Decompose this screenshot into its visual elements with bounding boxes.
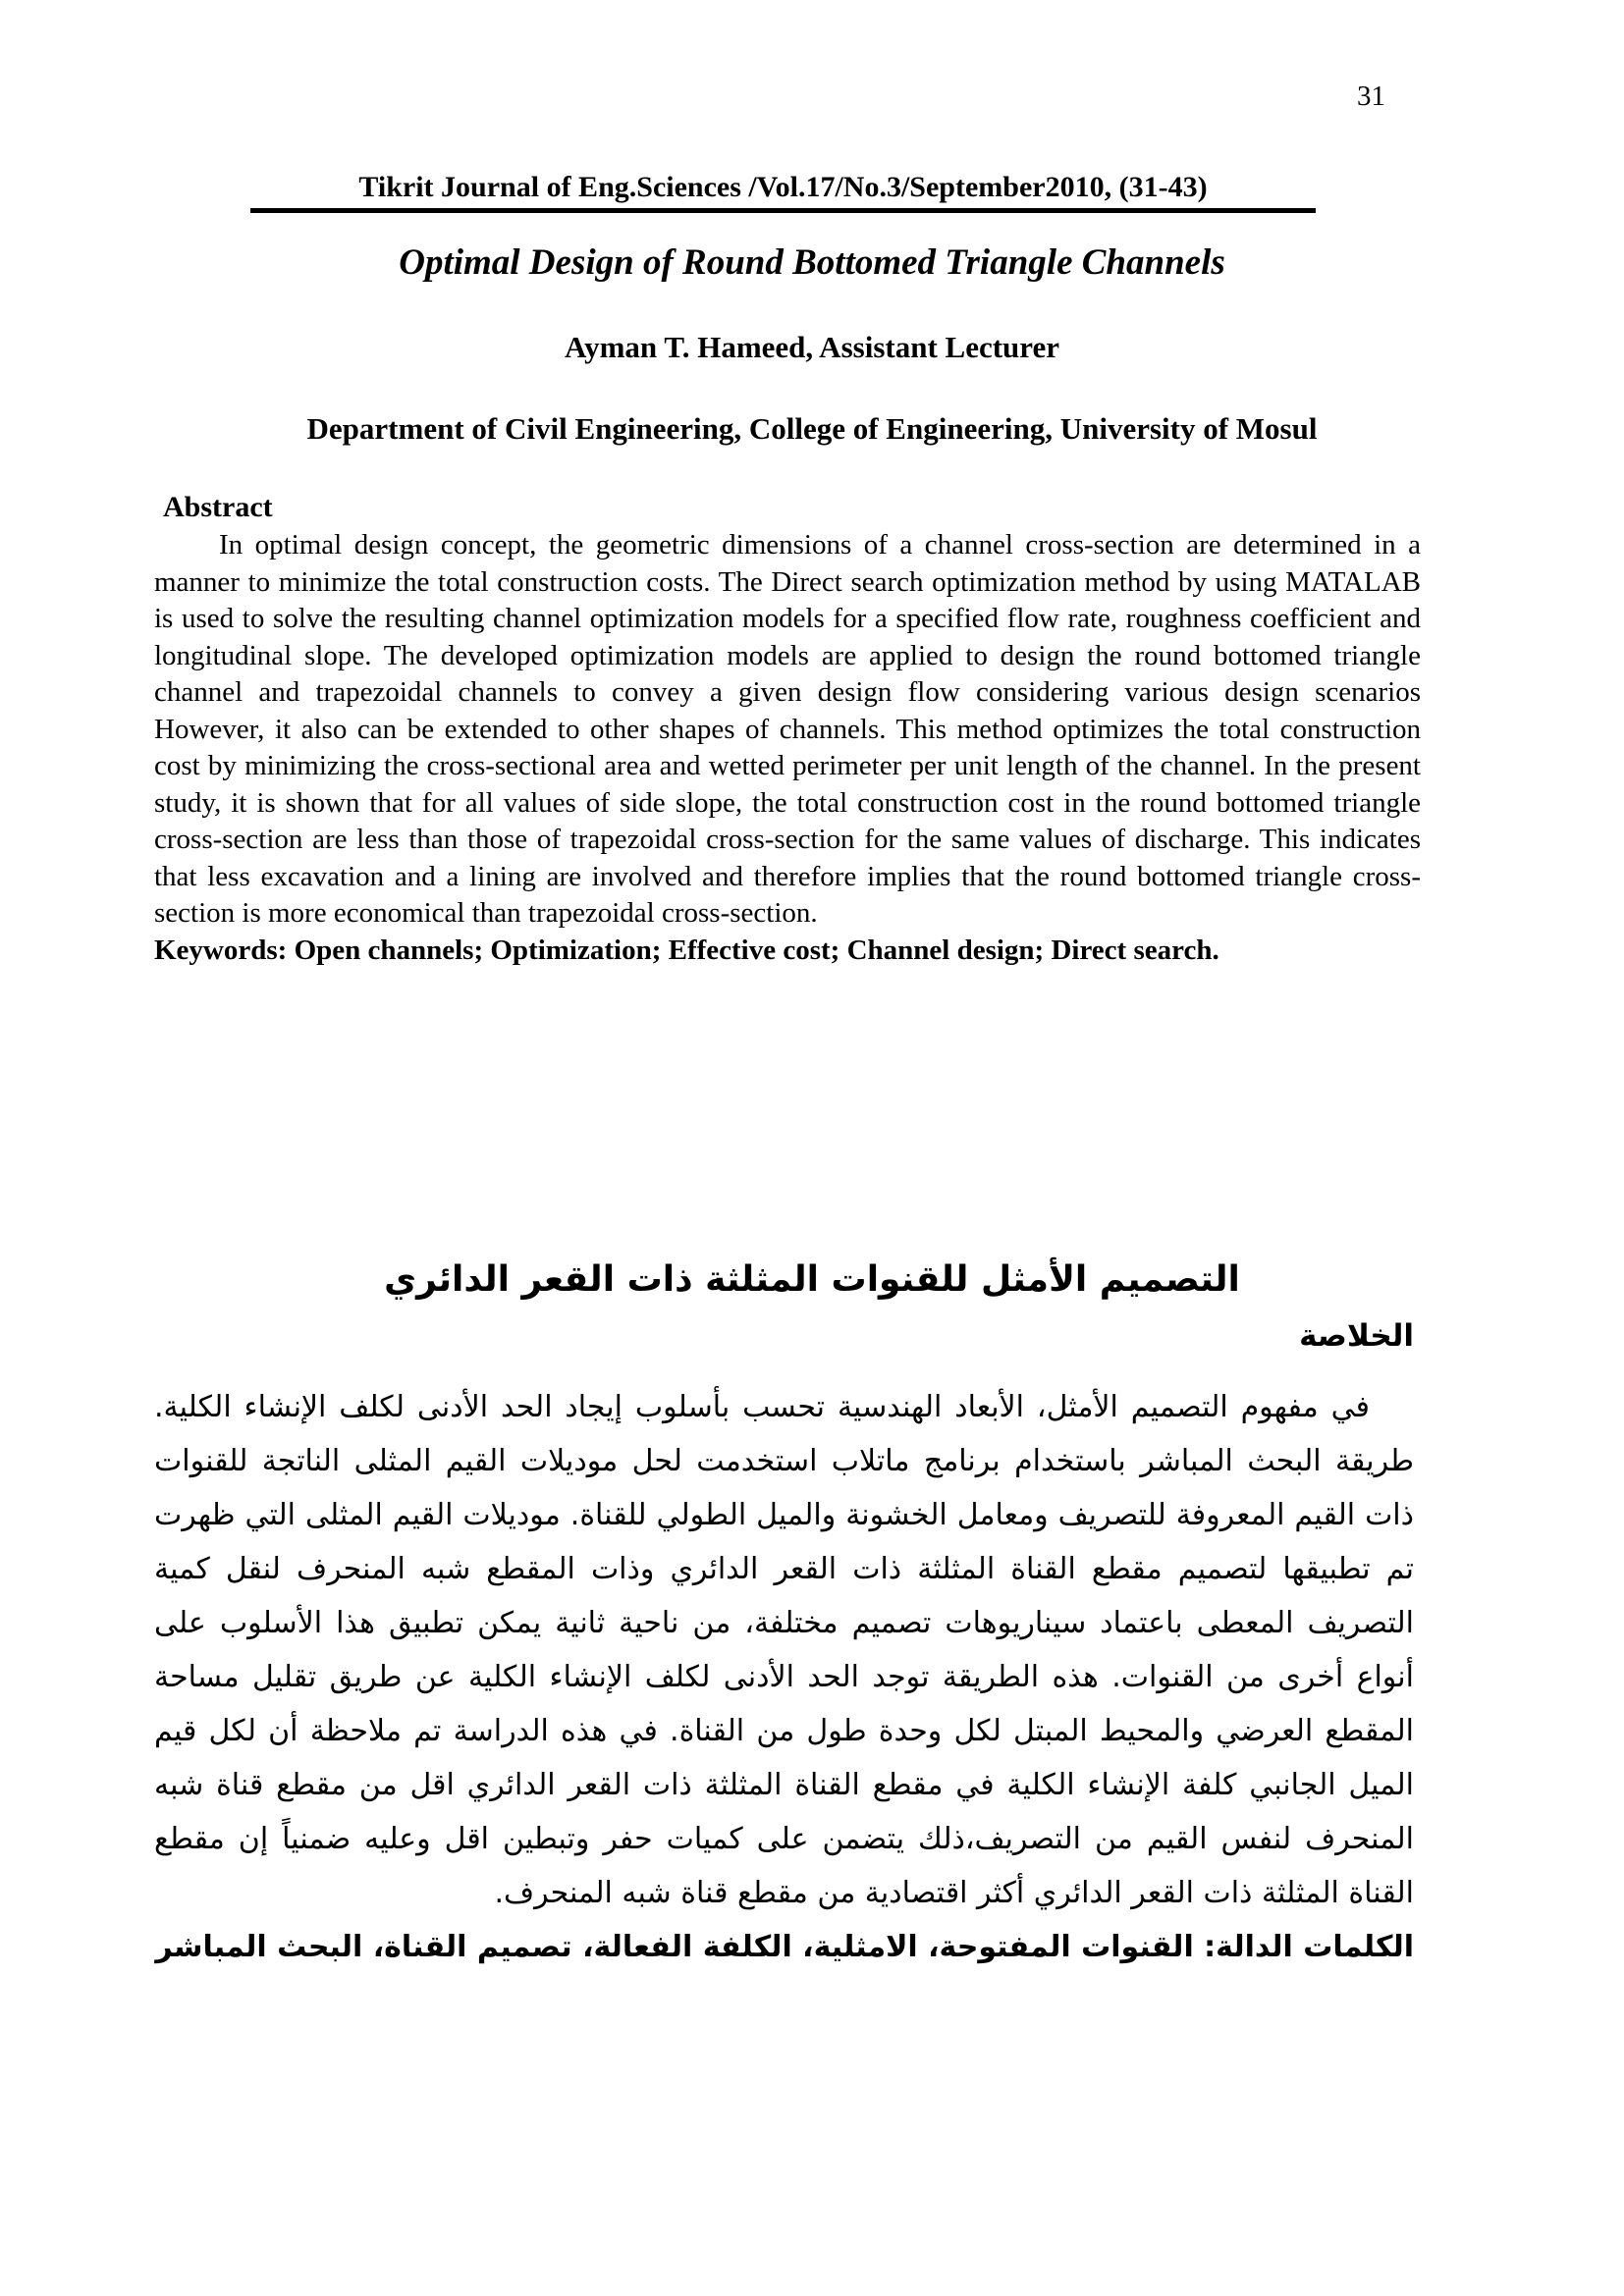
article-affiliation: Department of Civil Engineering, College of Engineering, University of Mosul bbox=[306, 411, 1318, 446]
abstract-section bbox=[154, 527, 1421, 969]
keywords-line: Keywords: Open channels; Optimization; Effective cost; Channel design; Direct search. bbox=[154, 934, 1219, 966]
abstract-body: In optimal design concept, the geometric dimensions of a channel cross-section are determined in a manner to minimize the total construction costs. The Direct search optimization method by using MATALAB is used to solve the resulting channel optimization models for a specified flow rate, roughness coefficient and longitudinal slope. The developed optimization models are applied to design the round bottomed triangle channel and trapezoidal channels to convey a given design flow considering various design scenarios However, it also can be extended to other shapes of channels. This method optimizes the total construction cost by minimizing the cross-sectional area and wetted perimeter per unit length of the channel. In the present study, it is shown that for all values of side slope, the total construction cost in the round bottomed triangle cross-section are less than those of trapezoidal cross-section for the same values of discharge. This indicates that less excavation and a lining are involved and therefore implies that the round bottomed triangle cross-section is more economical than trapezoidal cross-section. bbox=[154, 529, 1421, 929]
page-number: 31 bbox=[1357, 80, 1385, 112]
arabic-title: التصميم الأمثل للقنوات المثلثة ذات القعر الدائري bbox=[384, 1259, 1240, 1300]
article-author: Ayman T. Hameed, Assistant Lecturer bbox=[564, 330, 1059, 364]
arabic-keywords-line: الكلمات الدالة: القنوات المفتوحة، الامثلية، الكلفة الفعالة، تصميم القناة، البحث المباشر bbox=[155, 1930, 1414, 1964]
arabic-abstract-heading: الخلاصة bbox=[1299, 1318, 1414, 1354]
article-title: Optimal Design of Round Bottomed Triangle Channels bbox=[399, 242, 1225, 283]
arabic-abstract-section bbox=[154, 1380, 1414, 1974]
abstract-heading: Abstract bbox=[163, 491, 273, 523]
arabic-abstract-body: في مفهوم التصميم الأمثل، الأبعاد الهندسية تحسب بأسلوب إيجاد الحد الأدنى لكلف الإنشاء الكلية. طريقة البحث المباشر باستخدام برنامج ماتلاب استخدمت لحل موديلات القيم المثلى الناتجة للقنوات ذات القيم المعروفة للتصريف ومعامل الخشونة والميل الطولي للقناة. موديلات القيم المثلى التي ظهرت تم تطبيقها لتصميم مقطع القناة المثلثة ذات القعر الدائري وذات المقطع شبه المنحرف لنقل كمية التصريف المعطى باعتماد سيناريوهات تصميم مختلفة، من ناحية ثانية يمكن تطبيق هذا الأسلوب على أنواع أخرى من القنوات. هذه الطريقة توجد الحد الأدنى لكلف الإنشاء الكلية عن طريق تقليل مساحة المقطع العرضي والمحيط المبتل لكل وحدة طول من القناة. في هذه الدراسة تم ملاحظة أن لكل قيم الميل الجانبي كلفة الإنشاء الكلية في مقطع القناة المثلثة ذات القعر الدائري اقل من مقطع قناة شبه المنحرف لنفس القيم من التصريف،ذلك يتضمن على كميات حفر وتبطين اقل وعليه ضمنياً إن مقطع القناة المثلثة ذات القعر الدائري أكثر اقتصادية من مقطع قناة شبه المنحرف. bbox=[154, 1390, 1414, 1910]
journal-header: Tikrit Journal of Eng.Sciences /Vol.17/No.3/September2010, (31-43) bbox=[250, 171, 1316, 213]
